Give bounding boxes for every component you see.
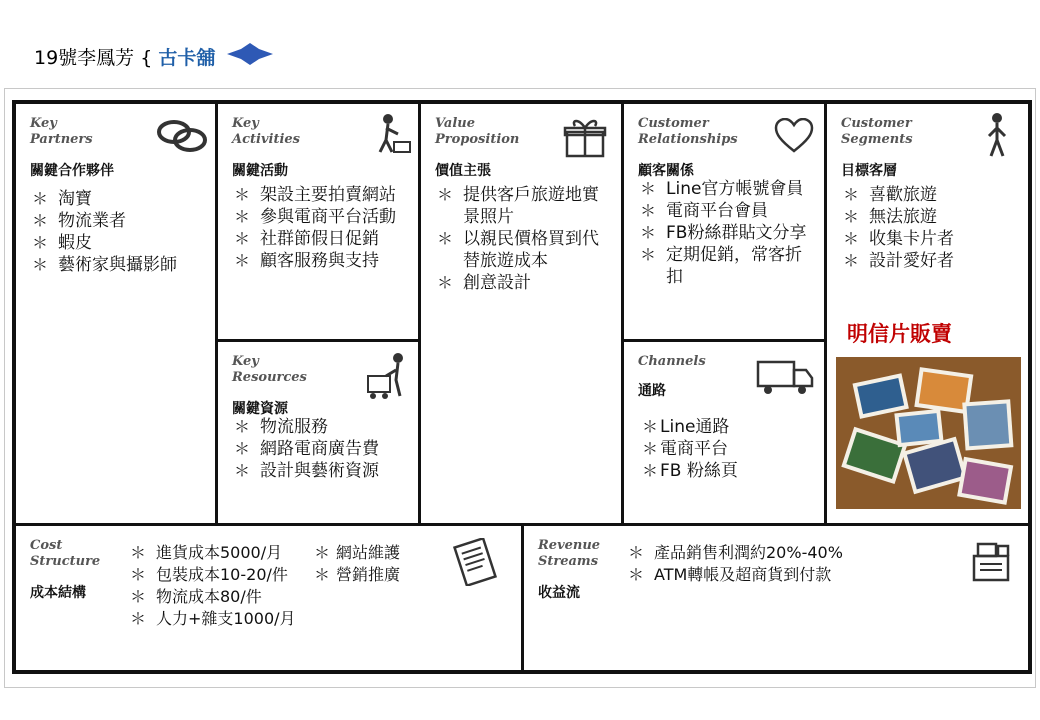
value-proposition-list — [437, 184, 605, 294]
key-partners-cell — [16, 104, 215, 523]
list-item: ＊ 喜歡旅遊 — [843, 184, 1013, 206]
cost-structure-list — [130, 542, 320, 630]
customer-relationships-list — [640, 178, 810, 288]
customer-relationships-zh: 顧客關係 — [638, 163, 694, 179]
list-item: ＊ 創意設計 — [437, 272, 605, 294]
key-activities-zh: 關鍵活動 — [232, 163, 288, 179]
list-item: ＊ 淘寶 — [32, 188, 182, 210]
list-item: ＊ 架設主要拍賣網站 — [234, 184, 404, 206]
customer-segments-zh: 目標客層 — [841, 163, 897, 179]
value-proposition-zh: 價值主張 — [435, 163, 491, 179]
list-item: ＊ 社群節假日促銷 — [234, 228, 404, 250]
customer-relationships-cell — [624, 104, 824, 339]
promo-title: 明信片販賣 — [847, 322, 952, 346]
star-icon — [227, 43, 273, 70]
truck-icon — [756, 358, 814, 398]
list-item: ＊ 網站維護 — [314, 542, 434, 564]
list-item: ＊ 人力+雜支1000/月 — [130, 608, 320, 630]
gift-box-icon — [561, 116, 611, 160]
shop-name: 古卡舖 — [158, 46, 216, 69]
list-item: ＊ 進貨成本5000/月 — [130, 542, 320, 564]
channels-en: Channels — [638, 354, 706, 369]
value-proposition-cell — [421, 104, 621, 523]
list-item: ＊ 收集卡片者 — [843, 228, 1013, 250]
cost-structure-en: Cost Structure — [30, 538, 101, 569]
list-item: ＊ 物流業者 — [32, 210, 182, 232]
chain-links-icon — [156, 116, 210, 156]
revenue-streams-zh: 收益流 — [538, 585, 580, 601]
key-partners-zh: 關鍵合作夥伴 — [30, 163, 114, 179]
list-item: ＊ 蝦皮 — [32, 232, 182, 254]
receipt-icon — [448, 538, 502, 586]
list-item: ＊ FB粉絲群貼文分享 — [640, 222, 810, 244]
postcards-photo — [836, 357, 1021, 509]
list-item: ＊ 電商平台會員 — [640, 200, 810, 222]
revenue-streams-list — [628, 542, 928, 586]
key-resources-zh: 關鍵資源 — [232, 401, 288, 417]
cost-structure-zh: 成本結構 — [30, 585, 86, 601]
worker-icon — [368, 112, 412, 156]
list-item: ＊ 設計愛好者 — [843, 250, 1013, 272]
cost-structure-cell — [16, 526, 521, 670]
value-proposition-en: Value Proposition — [435, 116, 520, 147]
list-item: ＊ 提供客戶旅遊地實景照片 — [437, 184, 605, 228]
list-item: ＊ ATM轉帳及超商貨到付款 — [628, 564, 928, 586]
list-item: ＊ 無法旅遊 — [843, 206, 1013, 228]
key-partners-list — [32, 188, 182, 276]
customer-segments-cell — [827, 104, 1028, 523]
list-item: ＊ 顧客服務與支持 — [234, 250, 404, 272]
list-item: ＊ 設計與藝術資源 — [234, 460, 409, 482]
list-item: ＊ 包裝成本10-20/件 — [130, 564, 320, 586]
list-item: ＊ 定期促銷，常客折扣 — [640, 244, 810, 288]
list-item: ＊ 藝術家與攝影師 — [32, 254, 182, 276]
list-item: ＊ 物流成本80/件 — [130, 586, 320, 608]
cart-worker-icon — [364, 352, 412, 402]
list-item: ＊ Line通路 — [642, 416, 812, 438]
list-item: ＊ 營銷推廣 — [314, 564, 434, 586]
customer-relationships-en: Customer Relationships — [638, 116, 738, 147]
key-activities-en: Key Activities — [232, 116, 300, 147]
list-item: ＊ Line官方帳號會員 — [640, 178, 810, 200]
key-resources-list — [234, 416, 409, 482]
cash-register-icon — [968, 536, 1014, 584]
revenue-streams-cell — [524, 526, 1028, 670]
customer-segments-en: Customer Segments — [841, 116, 913, 147]
list-item: ＊ FB 粉絲頁 — [642, 460, 812, 482]
person-icon — [985, 112, 1009, 158]
channels-cell — [624, 342, 824, 523]
page-title: 19號李鳳芳 { — [34, 46, 153, 69]
list-item: ＊ 物流服務 — [234, 416, 409, 438]
key-activities-cell — [218, 104, 418, 339]
list-item: ＊ 參與電商平台活動 — [234, 206, 404, 228]
key-resources-en: Key Resources — [232, 354, 307, 385]
key-activities-list — [234, 184, 404, 272]
customer-segments-list — [843, 184, 1013, 272]
page-header — [34, 42, 273, 70]
channels-zh: 通路 — [638, 383, 666, 399]
key-resources-cell — [218, 342, 418, 523]
heart-icon — [774, 118, 814, 154]
list-item: ＊ 網路電商廣告費 — [234, 438, 409, 460]
cost-structure-list-2 — [314, 542, 434, 586]
list-item: ＊ 電商平台 — [642, 438, 812, 460]
list-item: ＊ 產品銷售利潤約20%-40% — [628, 542, 928, 564]
revenue-streams-en: Revenue Streams — [538, 538, 601, 569]
key-partners-en: Key Partners — [30, 116, 93, 147]
list-item: ＊ 以親民價格買到代替旅遊成本 — [437, 228, 605, 272]
channels-list — [642, 416, 812, 482]
business-model-canvas — [12, 100, 1032, 674]
